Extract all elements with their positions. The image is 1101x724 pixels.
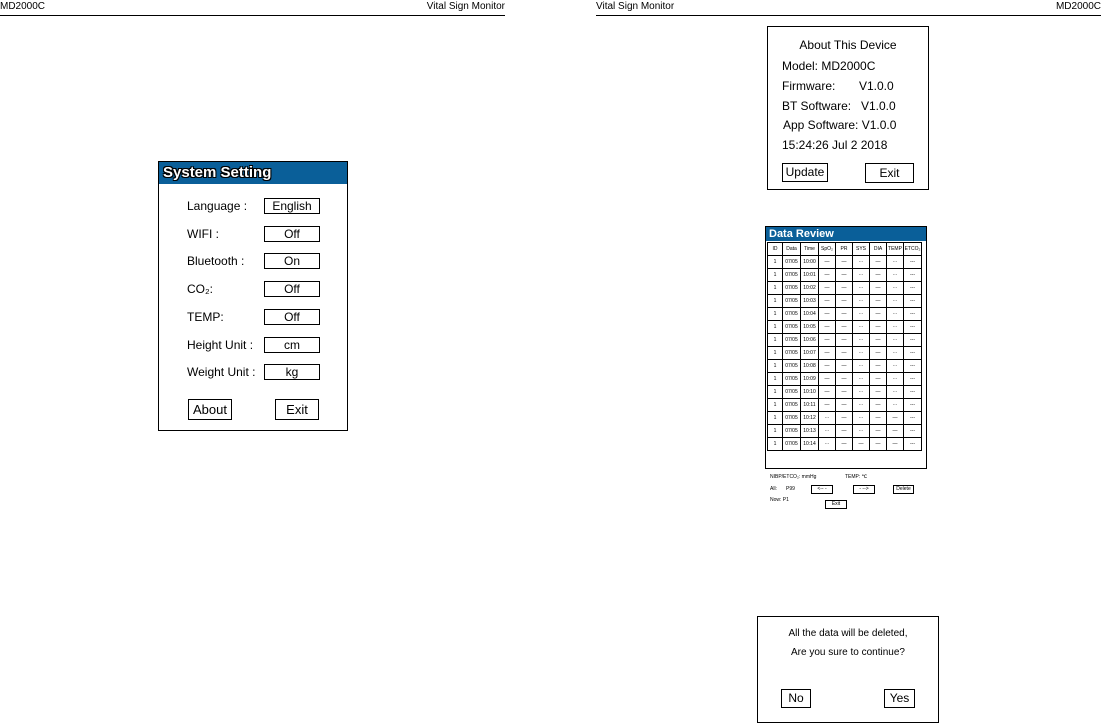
table-cell: ···: [887, 308, 904, 321]
setting-value-field[interactable]: kg: [264, 364, 320, 380]
table-cell: —: [836, 269, 853, 282]
table-cell: ---: [904, 269, 922, 282]
table-cell: 1: [768, 282, 783, 295]
no-button[interactable]: No: [781, 689, 811, 708]
table-cell: 1: [768, 269, 783, 282]
table-cell: —: [887, 425, 904, 438]
table-cell: 10:10: [801, 386, 819, 399]
table-cell: —: [870, 438, 887, 451]
next-page-button[interactable]: - -->: [853, 485, 875, 494]
column-header: ID: [768, 243, 783, 256]
table-cell: —: [836, 386, 853, 399]
table-cell: ···: [887, 386, 904, 399]
table-cell: ···: [853, 321, 870, 334]
table-cell: 1: [768, 386, 783, 399]
header-model: MD2000C: [1055, 1, 1101, 12]
table-cell: ---: [904, 321, 922, 334]
table-cell: ---: [904, 412, 922, 425]
table-cell: 07/05: [783, 386, 801, 399]
table-cell: 07/05: [783, 334, 801, 347]
table-cell: ···: [887, 334, 904, 347]
table-cell: 07/05: [783, 269, 801, 282]
table-cell: 07/05: [783, 360, 801, 373]
table-cell: —: [870, 412, 887, 425]
column-header: TEMP: [887, 243, 904, 256]
table-row[interactable]: [768, 386, 922, 399]
update-button[interactable]: Update: [782, 163, 828, 182]
table-cell: —: [819, 308, 836, 321]
table-cell: ···: [853, 334, 870, 347]
table-cell: —: [870, 321, 887, 334]
table-cell: 10:03: [801, 295, 819, 308]
table-cell: ···: [887, 347, 904, 360]
app-software-text: App Software: V1.0.0: [783, 118, 897, 132]
table-row[interactable]: [768, 282, 922, 295]
table-row[interactable]: [768, 308, 922, 321]
all-value: P99: [786, 486, 795, 492]
yes-button[interactable]: Yes: [884, 689, 915, 708]
table-cell: —: [870, 399, 887, 412]
table-row[interactable]: [768, 295, 922, 308]
column-header: DIA: [870, 243, 887, 256]
table-cell: ---: [904, 373, 922, 386]
table-cell: 1: [768, 256, 783, 269]
table-row[interactable]: [768, 269, 922, 282]
table-cell: 07/05: [783, 282, 801, 295]
table-cell: ···: [819, 412, 836, 425]
table-cell: ···: [819, 425, 836, 438]
model-text: Model: MD2000C: [782, 59, 876, 73]
prev-page-button[interactable]: <-- -: [811, 485, 833, 494]
table-cell: —: [836, 282, 853, 295]
table-cell: ···: [853, 386, 870, 399]
setting-label: Bluetooth :: [187, 254, 245, 269]
data-review-panel: [765, 226, 927, 469]
table-cell: —: [870, 360, 887, 373]
setting-value-field[interactable]: Off: [264, 281, 320, 297]
delete-button[interactable]: Delete: [893, 485, 914, 494]
table-cell: —: [819, 282, 836, 295]
table-cell: ---: [904, 425, 922, 438]
table-row[interactable]: [768, 321, 922, 334]
exit-button[interactable]: Exit: [275, 399, 319, 420]
firmware-value: V1.0.0: [859, 79, 894, 93]
table-body: [768, 256, 922, 451]
table-cell: —: [819, 386, 836, 399]
about-exit-button[interactable]: Exit: [865, 163, 914, 183]
table-cell: —: [870, 373, 887, 386]
table-cell: —: [870, 386, 887, 399]
table-row[interactable]: [768, 412, 922, 425]
table-cell: —: [836, 295, 853, 308]
table-cell: —: [819, 334, 836, 347]
table-cell: 07/05: [783, 347, 801, 360]
table-cell: —: [836, 308, 853, 321]
table-cell: —: [836, 399, 853, 412]
table-cell: —: [819, 256, 836, 269]
table-row[interactable]: [768, 438, 922, 451]
table-cell: 10:14: [801, 438, 819, 451]
table-cell: ···: [853, 412, 870, 425]
table-cell: ···: [853, 347, 870, 360]
table-cell: 1: [768, 295, 783, 308]
table-cell: 1: [768, 321, 783, 334]
column-header: PR: [836, 243, 853, 256]
table-cell: ---: [904, 399, 922, 412]
system-setting-title: System Setting: [159, 162, 347, 184]
setting-value-field[interactable]: Off: [264, 309, 320, 325]
table-row[interactable]: [768, 256, 922, 269]
table-cell: 1: [768, 373, 783, 386]
table-row[interactable]: [768, 334, 922, 347]
setting-label: Height Unit :: [187, 337, 254, 352]
table-cell: ---: [904, 438, 922, 451]
table-cell: 07/05: [783, 321, 801, 334]
table-cell: 07/05: [783, 308, 801, 321]
table-cell: 07/05: [783, 399, 801, 412]
table-cell: —: [836, 373, 853, 386]
bt-software-label: BT Software:: [782, 99, 852, 113]
table-cell: —: [870, 282, 887, 295]
table-cell: 07/05: [783, 412, 801, 425]
table-cell: 10:06: [801, 334, 819, 347]
table-row[interactable]: [768, 360, 922, 373]
table-cell: —: [836, 425, 853, 438]
table-cell: ···: [887, 360, 904, 373]
column-header: SYS: [853, 243, 870, 256]
table-cell: —: [870, 334, 887, 347]
table-cell: ···: [853, 295, 870, 308]
header-model: MD2000C: [0, 1, 46, 12]
table-cell: 07/05: [783, 373, 801, 386]
table-cell: —: [870, 347, 887, 360]
table-cell: —: [819, 360, 836, 373]
table-cell: 10:04: [801, 308, 819, 321]
table-cell: 10:08: [801, 360, 819, 373]
data-review-title: Data Review: [766, 227, 926, 241]
table-cell: —: [870, 269, 887, 282]
now-page-label: Now: P1: [770, 497, 789, 503]
table-cell: —: [870, 425, 887, 438]
column-header: Time: [801, 243, 819, 256]
table-cell: —: [819, 399, 836, 412]
datetime-text: 15:24:26 Jul 2 2018: [782, 138, 888, 152]
header-title: Vital Sign Monitor: [596, 1, 675, 12]
table-cell: ···: [887, 321, 904, 334]
table-cell: ···: [853, 256, 870, 269]
table-cell: —: [836, 360, 853, 373]
table-cell: ---: [904, 347, 922, 360]
data-review-table: [767, 242, 922, 451]
table-cell: 07/05: [783, 438, 801, 451]
table-cell: —: [870, 256, 887, 269]
table-cell: 10:00: [801, 256, 819, 269]
table-cell: ···: [819, 438, 836, 451]
table-cell: 10:05: [801, 321, 819, 334]
table-cell: 10:13: [801, 425, 819, 438]
table-header-row: [768, 243, 922, 256]
table-cell: ···: [853, 399, 870, 412]
setting-value-field[interactable]: Off: [264, 226, 320, 242]
table-cell: —: [836, 347, 853, 360]
table-cell: 10:01: [801, 269, 819, 282]
table-cell: —: [870, 295, 887, 308]
setting-label: CO₂:: [187, 282, 213, 297]
table-cell: 10:11: [801, 399, 819, 412]
table-cell: ---: [904, 386, 922, 399]
table-cell: ---: [904, 360, 922, 373]
table-row[interactable]: [768, 399, 922, 412]
bt-software-value: V1.0.0: [861, 99, 896, 113]
table-cell: 10:07: [801, 347, 819, 360]
left-page-header: [0, 0, 505, 16]
table-cell: 07/05: [783, 256, 801, 269]
table-cell: —: [836, 412, 853, 425]
about-button[interactable]: About: [188, 399, 232, 420]
column-header: ETCO₂: [904, 243, 922, 256]
table-cell: ···: [887, 269, 904, 282]
delete-confirm-dialog: [757, 616, 939, 723]
table-cell: ···: [887, 295, 904, 308]
table-cell: ···: [887, 282, 904, 295]
system-setting-panel: [158, 161, 348, 431]
table-cell: 10:09: [801, 373, 819, 386]
table-cell: —: [887, 412, 904, 425]
table-cell: ···: [853, 269, 870, 282]
table-cell: —: [819, 269, 836, 282]
table-row[interactable]: [768, 373, 922, 386]
table-cell: 1: [768, 347, 783, 360]
units-temp: TEMP: ℃: [845, 474, 868, 480]
table-cell: —: [836, 321, 853, 334]
table-cell: ···: [887, 399, 904, 412]
table-cell: ···: [853, 282, 870, 295]
table-cell: 1: [768, 308, 783, 321]
firmware-label: Firmware:: [782, 79, 836, 93]
review-exit-button[interactable]: Exit: [825, 500, 847, 509]
table-cell: ···: [887, 373, 904, 386]
table-row[interactable]: [768, 347, 922, 360]
table-cell: 1: [768, 425, 783, 438]
column-header: Data: [783, 243, 801, 256]
table-cell: —: [836, 438, 853, 451]
table-cell: 1: [768, 412, 783, 425]
table-cell: ···: [853, 425, 870, 438]
table-cell: 1: [768, 360, 783, 373]
table-cell: —: [819, 347, 836, 360]
table-cell: ···: [887, 256, 904, 269]
units-nibp: NIBP/ETCO₂: mmHg: [770, 474, 817, 480]
table-cell: —: [819, 321, 836, 334]
setting-label: Language :: [187, 199, 248, 213]
header-title: Vital Sign Monitor: [426, 1, 505, 12]
table-cell: 10:12: [801, 412, 819, 425]
table-cell: —: [819, 295, 836, 308]
table-cell: ---: [904, 256, 922, 269]
setting-value-field[interactable]: cm: [264, 337, 320, 353]
table-cell: ···: [853, 373, 870, 386]
setting-label: Weight Unit :: [187, 365, 256, 380]
table-cell: ---: [904, 308, 922, 321]
table-cell: 1: [768, 438, 783, 451]
table-cell: —: [870, 308, 887, 321]
column-header: SpO₂: [819, 243, 836, 256]
table-cell: ---: [904, 282, 922, 295]
setting-label: TEMP:: [187, 309, 224, 324]
setting-value-field[interactable]: English: [264, 198, 320, 214]
setting-value-field[interactable]: On: [264, 253, 320, 269]
table-cell: ···: [853, 308, 870, 321]
about-title: About This Device: [799, 38, 897, 52]
table-cell: —: [836, 334, 853, 347]
table-cell: —: [887, 438, 904, 451]
about-device-panel: [767, 26, 929, 190]
table-cell: 07/05: [783, 425, 801, 438]
table-cell: —: [853, 438, 870, 451]
table-cell: 07/05: [783, 295, 801, 308]
table-cell: ---: [904, 334, 922, 347]
table-row[interactable]: [768, 425, 922, 438]
all-label: All:: [770, 486, 777, 492]
setting-label: WIFI :: [187, 226, 219, 241]
table-cell: —: [836, 256, 853, 269]
table-cell: ···: [853, 360, 870, 373]
table-cell: —: [819, 373, 836, 386]
table-cell: 1: [768, 334, 783, 347]
table-cell: ---: [904, 295, 922, 308]
right-page-header: [596, 0, 1101, 16]
table-cell: 1: [768, 399, 783, 412]
table-cell: 10:02: [801, 282, 819, 295]
confirm-message-line1: All the data will be deleted,: [788, 628, 908, 639]
confirm-message-line2: Are you sure to continue?: [791, 647, 905, 658]
